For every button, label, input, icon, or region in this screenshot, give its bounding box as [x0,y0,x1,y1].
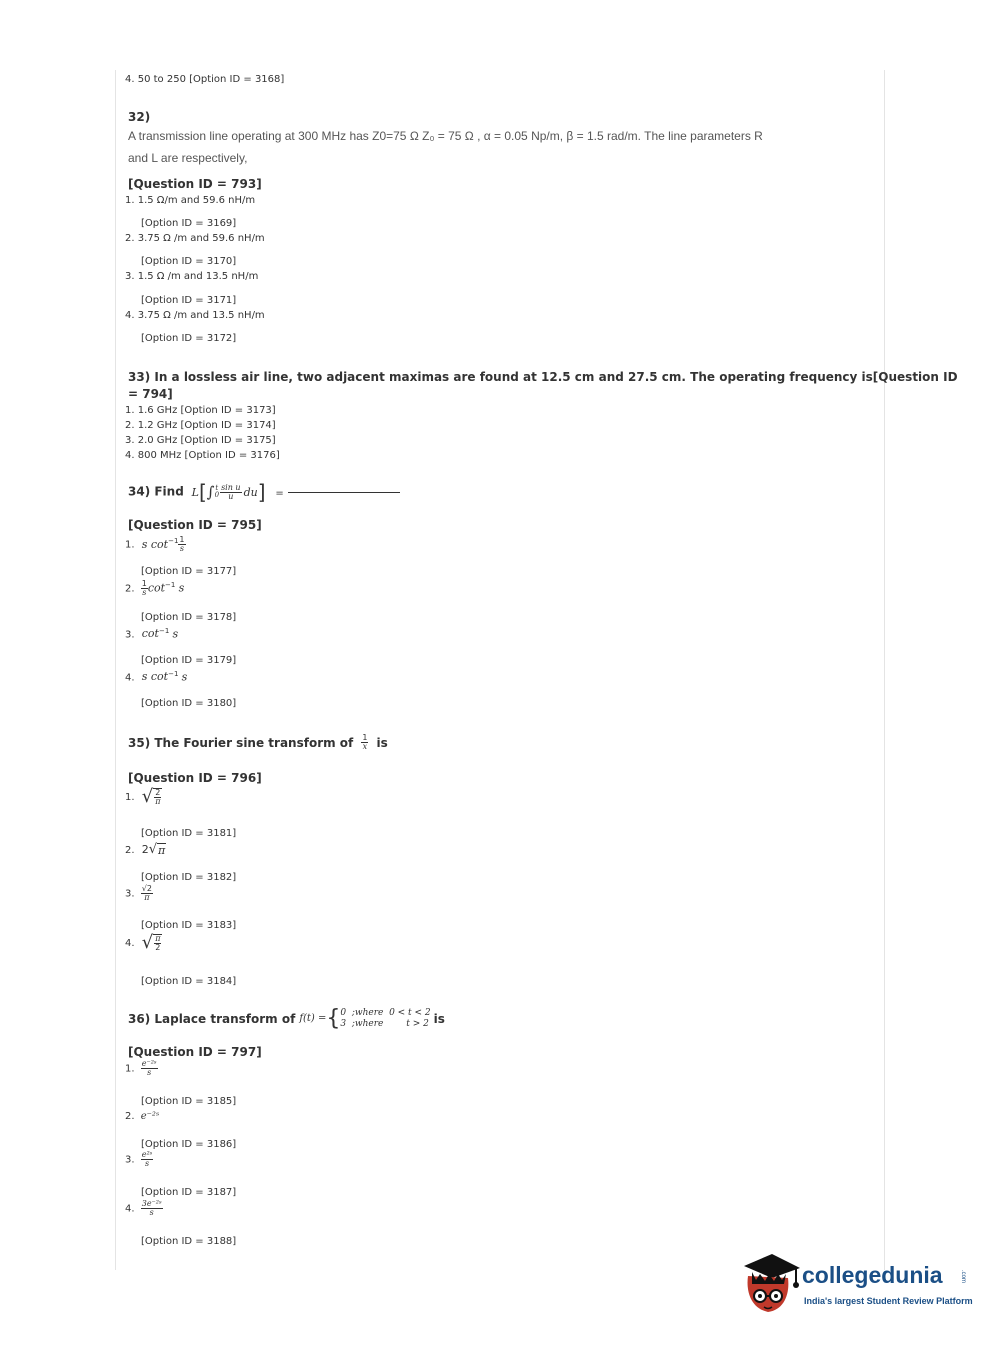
square-root: √ π [148,842,166,857]
q32-option-id-1: [Option ID = 3169] [141,218,237,229]
q36-option-id-4: [Option ID = 3188] [141,1236,237,1247]
square-root: √ $\frac{\pi}{2}$ [141,932,161,953]
question-36-id: [Question ID = 797] [128,1045,262,1059]
question-36-stem [128,1006,445,1031]
option-number: 1. [125,539,135,551]
fraction-numerator: 1 [362,733,368,742]
q35-option-id-2: [Option ID = 3182] [141,872,237,883]
option-fraction [141,1060,158,1077]
equals-sign: = [275,487,284,499]
right-bracket: ] [257,480,266,504]
function-definition: f(t) = [299,1013,327,1024]
q33-option-2: 2. 1.2 GHz [Option ID = 3174] [125,420,276,431]
fraction-numerator: π [155,934,161,943]
option-number: 3. [125,888,135,900]
q36-option-3 [125,1151,153,1168]
q35-option-id-1: [Option ID = 3181] [141,828,237,839]
q32-option-1: 1. 1.5 Ω/m and 59.6 nH/m [125,195,256,206]
q34-option-4 [125,670,187,683]
q34-option-id-2: [Option ID = 3178] [141,612,237,623]
option-number: 4. [125,1203,135,1215]
fraction-numerator: 2 [155,788,161,797]
superscript: −1 [158,627,170,635]
q32-option-3: 3. 1.5 Ω /m and 13.5 nH/m [125,271,259,282]
logo-tagline: India's largest Student Review Platform [804,1296,973,1306]
radicand: π [158,844,166,857]
fraction-denominator: x [362,742,368,751]
differential: du [243,485,258,499]
option-variable: s [181,670,188,684]
integrand-numerator: sin u [221,482,241,492]
right-margin-rule [884,70,885,1270]
q33-option-1: 1. 1.6 GHz [Option ID = 3173] [125,405,276,416]
question-32-text-line2: and L are respectively, [128,151,248,165]
q34-option-id-1: [Option ID = 3177] [141,566,237,577]
fraction-denominator: s [149,1208,154,1217]
fraction-numerator: e²ˢ [141,1150,153,1159]
q35-option-3 [125,885,153,902]
option-expression: s cot [141,670,169,684]
q35-option-2 [125,843,166,857]
option-number: 1. [125,1063,135,1075]
left-margin-rule [115,70,116,1270]
piecewise-brace: { [326,1006,341,1031]
question-35-id: [Question ID = 796] [128,771,262,785]
q32-option-id-2: [Option ID = 3170] [141,256,237,267]
fraction-denominator: π [155,797,161,806]
q32-option-id-4: [Option ID = 3172] [141,333,237,344]
option-fraction [154,935,161,952]
piecewise-case-2: 3 ;where t > 2 [340,1018,429,1029]
fraction-numerator: √2 [141,884,152,893]
superscript: −1 [168,537,179,546]
laplace-symbol: L [191,485,199,499]
option-number: 3. [125,1154,135,1166]
superscript: −1 [168,670,179,678]
integral-sign: ∫ [206,483,215,501]
option-expression: cot [147,581,166,595]
q34-option-1 [125,536,186,553]
q36-option-id-2: [Option ID = 3186] [141,1139,237,1150]
q33-option-4: 4. 800 MHz [Option ID = 3176] [125,450,280,461]
q36-option-id-1: [Option ID = 3185] [141,1096,237,1107]
option-number: 2. [125,845,135,856]
question-34-stem [128,480,400,504]
square-root: √ $\frac{2}{\pi}$ [141,786,161,807]
question-35-prefix: 35) The Fourier sine transform of [128,736,354,750]
q35-option-id-4: [Option ID = 3184] [141,976,237,987]
option-number: 1. [125,792,135,803]
question-36-suffix: is [433,1011,445,1026]
q36-option-4 [125,1200,163,1217]
fraction-numerator: e⁻²ˢ [141,1059,157,1068]
option-number: 3. [125,629,135,641]
option-expression: cot [141,627,159,641]
answer-blank [288,492,400,493]
option-number: 2. [125,1111,135,1122]
option-fraction [141,885,153,902]
fraction-numerator: 1 [141,579,147,588]
question-34-id: [Question ID = 795] [128,518,262,532]
q32-option-2: 2. 3.75 Ω /m and 59.6 nH/m [125,233,265,244]
upper-limit: t [215,484,219,492]
option-expression: s cot [141,537,169,551]
question-34-prefix: 34) Find [128,484,184,499]
fraction-denominator: s [179,544,185,553]
q32-option-4: 4. 3.75 Ω /m and 13.5 nH/m [125,310,265,321]
fraction-denominator: s [142,588,147,597]
superscript: −1 [165,581,176,590]
integral-limits [215,485,219,499]
q36-option-id-3: [Option ID = 3187] [141,1187,237,1198]
question-36-prefix: 36) Laplace transform of [128,1011,296,1026]
question-35-suffix: is [376,736,388,750]
prev-option-4: 4. 50 to 250 [Option ID = 3168] [125,74,285,85]
question-35-fraction [361,734,368,751]
q35-option-4 [125,934,162,952]
option-fraction [141,580,148,597]
fraction-denominator: s [147,1068,152,1077]
fraction-numerator: 1 [179,535,185,544]
q34-option-3 [125,627,178,640]
fraction-denominator: 2 [155,943,161,952]
option-number: 4. [125,938,135,949]
option-coefficient: 2 [141,843,149,856]
q34-option-id-3: [Option ID = 3179] [141,655,237,666]
q35-option-id-3: [Option ID = 3183] [141,920,237,931]
q32-option-id-3: [Option ID = 3171] [141,295,237,306]
q35-option-1 [125,788,162,806]
left-bracket: [ [198,480,207,504]
integrand-fraction [220,484,242,501]
option-fraction [154,789,161,806]
q36-option-2 [125,1111,159,1122]
option-fraction [178,536,185,553]
q34-option-2 [125,580,184,597]
question-33-text-line1: 33) In a lossless air line, two adjacent maximas are found at 12.5 cm and 27.5 cm. The operating frequency is[Question ID [128,370,958,384]
lower-limit: 0 [214,491,220,499]
option-variable: s [172,627,179,641]
option-fraction [141,1200,163,1217]
collegedunia-logo [738,1250,978,1320]
q34-option-id-4: [Option ID = 3180] [141,698,237,709]
option-expression: e⁻²ˢ [140,1111,160,1122]
question-32-number: 32) [128,110,151,124]
option-number: 2. [125,583,135,595]
option-variable: s [178,581,185,595]
option-fraction [141,1151,154,1168]
fraction-denominator: π [144,893,150,902]
piecewise-case-1: 0 ;where 0 < t < 2 [340,1008,431,1019]
question-32-id: [Question ID = 793] [128,177,262,191]
q33-option-3: 3. 2.0 GHz [Option ID = 3175] [125,435,276,446]
fraction-numerator: 3e⁻²ˢ [141,1199,162,1208]
piecewise-cases [340,1008,430,1029]
question-35-stem [128,732,388,751]
fraction-denominator: s [145,1159,150,1168]
q36-option-1 [125,1060,158,1077]
integrand-denominator: u [228,491,234,501]
mascot-icon [738,1250,800,1320]
logo-wordmark: collegedunia [802,1262,943,1288]
logo-dotcom: .com [960,1270,966,1284]
question-33-text-line2: = 794] [128,387,173,401]
question-32-text-line1: A transmission line operating at 300 MHz has Z0=75 Ω Z₀ = 75 Ω , α = 0.05 Np/m, β = 1.5 rad/m. The line parameters R [128,129,763,143]
option-number: 4. [125,672,135,684]
